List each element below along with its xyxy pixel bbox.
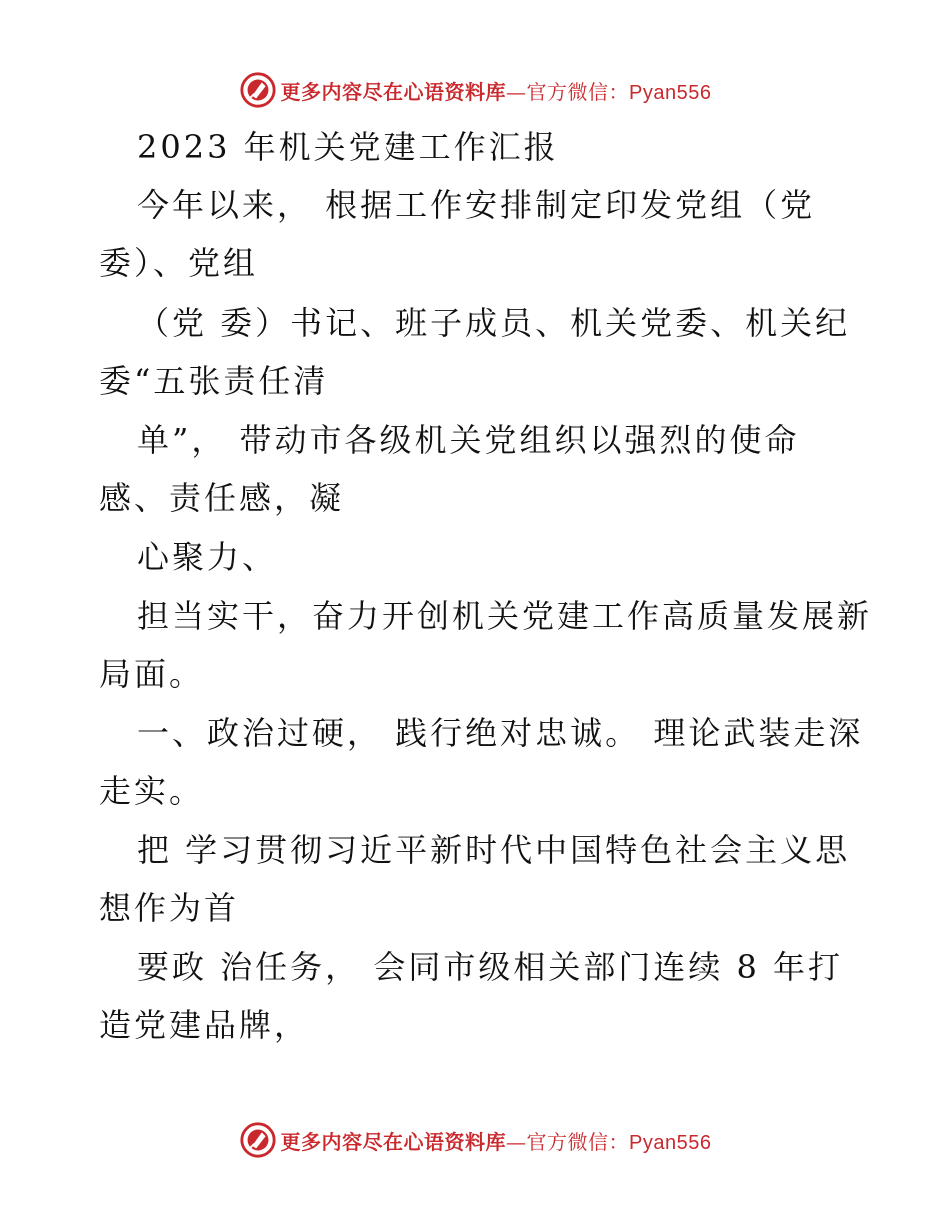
document-title: 2023 年机关党建工作汇报 [137, 128, 559, 166]
text-line: （党 委）书记、班子成员、机关党委、机关纪 [137, 304, 851, 342]
watermark-text [281, 1126, 712, 1155]
watermark-suffix: —官方微信： [506, 1129, 630, 1154]
text-line: 感、责任感，凝 [99, 479, 345, 517]
text-line: 把 学习贯彻习近平新时代中国特色社会主义思 [137, 831, 851, 869]
text-line: 想作为首 [99, 889, 240, 927]
text-line: 委“五张责任清 [99, 362, 329, 400]
text-line: 单”， 带动市各级机关党组织以强烈的使命 [137, 421, 800, 459]
pen-nib-logo-icon [239, 1121, 277, 1159]
watermark-suffix: —官方微信： [506, 79, 630, 104]
text-line: 造党建品牌， [99, 1006, 310, 1044]
footer-watermark [0, 1118, 950, 1162]
text-line: 走实。 [99, 772, 205, 810]
text-line: 一、政治过硬， 践行绝对忠诚。 理论武装走深 [137, 714, 864, 752]
watermark-wechat-id: Pyan556 [629, 81, 712, 104]
text-line: 今年以来， 根据工作安排制定印发党组（党 [137, 186, 816, 224]
watermark-prefix: 更多内容尽在心语资料库 [280, 79, 507, 104]
watermark-wechat-id: Pyan556 [629, 1131, 712, 1154]
text-line: 要政 治任务， 会同市级相关部门连续 8 年打 [137, 948, 844, 986]
text-line: 局面。 [99, 655, 205, 693]
text-line: 心聚力、 [137, 538, 278, 576]
watermark-prefix: 更多内容尽在心语资料库 [280, 1129, 507, 1154]
text-line: 委）、党组 [99, 244, 259, 282]
text-line: 担当实干，奋力开创机关党建工作高质量发展新 [137, 597, 873, 635]
